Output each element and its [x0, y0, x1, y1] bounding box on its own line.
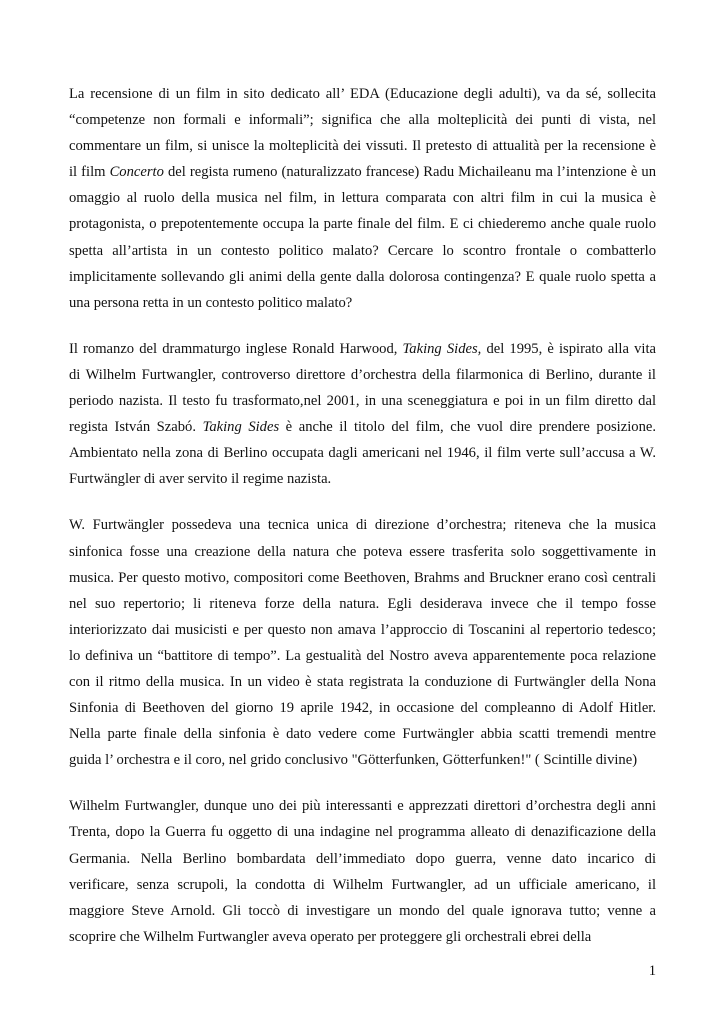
text-line [69, 336, 656, 362]
text-run: “competenze non formali e informali”; significa che alla molteplicità dei punti di vista, nel [69, 112, 656, 129]
text-run: W. Furtwängler possedeva una tecnica unica di direzione d’orchestra; riteneva che la musica [69, 517, 656, 534]
text-run: verificare, senza scrupoli, la condotta di Wilhelm Furtwangler, ad un ufficiale americano, il [69, 876, 656, 893]
text-run: del 1995, è ispirato alla vita [481, 340, 656, 357]
text-run: di Wilhelm Furtwangler, controverso direttore d’orchestra della filarmonica di Berlino, durante il [69, 366, 656, 383]
text-line [69, 185, 656, 211]
text-run: Il romanzo del drammaturgo inglese Ronald Harwood, [69, 340, 403, 357]
text-run: Wilhelm Furtwangler, dunque uno dei più interessanti e apprezzati direttori d’orchestra degli anni [69, 798, 656, 815]
text-line [69, 440, 656, 466]
italic-title: Taking Sides [202, 419, 280, 436]
text-line [69, 591, 656, 617]
text-run: Ambientato nella zona di Berlino occupata dagli americani nel 1946, il film verte sull’accusa a W. [69, 445, 656, 462]
text-line [69, 81, 656, 107]
text-line [69, 819, 656, 845]
text-run: spetta all’artista in un contesto politico malato? Cercare lo scontro frontale o combatterlo [69, 242, 656, 259]
text-run: con il ritmo della musica. In un video è stata registrata la conduzione di Furtwängler della Nona [69, 673, 656, 690]
text-run: sinfonica fosse una creazione della natura che poteva essere trasferita solo soggettivamente in [69, 543, 656, 560]
text-line [69, 793, 656, 819]
text-run: guida l’ orchestra e il coro, nel grido conclusivo "Götterfunken, Götterfunken!" ( Scintille divine) [69, 752, 638, 769]
text-line [69, 747, 656, 773]
document-body [69, 81, 656, 970]
text-line [69, 466, 656, 492]
text-line [69, 211, 656, 237]
text-run: Sinfonia di Beethoven del giorno 19 aprile 1942, in occasione del compleanno di Adolf Hitler. [69, 700, 656, 717]
text-line [69, 290, 656, 316]
text-run: implicitamente sollevando gli animi della gente dalla dolorosa contingenza? E quale ruolo spetta a [69, 268, 656, 285]
text-run: Nella parte finale della sinfonia è dato vedere come Furtwängler abbia scatti tremendi mentre [69, 726, 656, 743]
text-line [69, 264, 656, 290]
text-line [69, 898, 656, 924]
italic-title: Concerto [109, 164, 164, 181]
text-run: commentare un film, si unisce la molteplicità dei vissuti. Il pretesto di attualità per la recensione è [69, 138, 656, 155]
text-line [69, 362, 656, 388]
text-run: protagonista, o prepotentemente occupa la parte finale del film. E ci chiederemo anche quale ruolo [69, 216, 656, 233]
text-run: lo definiva un “battitore di tempo”. La gestualità del Nostro aveva apparentemente poca relazione [69, 647, 656, 664]
text-line [69, 238, 656, 264]
text-run: nel suo repertorio; li riteneva forze della natura. Egli desiderava invece che il tempo fosse [69, 595, 656, 612]
italic-title: Taking Sides, [402, 340, 482, 357]
text-run: musica. Per questo motivo, compositori come Beethoven, Brahms and Bruckner erano così centrali [69, 569, 656, 586]
text-line [69, 846, 656, 872]
text-line [69, 107, 656, 133]
paragraph [69, 512, 656, 773]
text-line [69, 388, 656, 414]
text-run: il film [69, 164, 110, 181]
text-run: scoprire che Wilhelm Furtwangler aveva operato per proteggere gli orchestrali ebrei della [69, 928, 592, 945]
text-line [69, 565, 656, 591]
text-run: Furtwängler di aver servito il regime nazista. [69, 471, 332, 488]
text-line [69, 643, 656, 669]
text-run: periodo nazista. Il testo fu trasformato,nel 2001, in una sceneggiatura e poi in un film diretto dal [69, 393, 656, 410]
text-run: una persona retta in un contesto politico malato? [69, 294, 353, 311]
text-run: regista István Szabó. [69, 419, 203, 436]
text-run: interiorizzato dai musicisti e per questo non amava l’approccio di Toscanini al repertorio tedesco; [69, 621, 656, 638]
text-line [69, 617, 656, 643]
page-number: 1 [648, 963, 656, 979]
text-run: Trenta, dopo la Guerra fu oggetto di una indagine nel programma alleato di denazificazione della [69, 824, 656, 841]
text-line [69, 539, 656, 565]
text-run: del regista rumeno (naturalizzato francese) Radu Michaileanu ma l’intenzione è un [163, 164, 656, 181]
paragraph [69, 81, 656, 316]
text-line [69, 512, 656, 538]
text-line [69, 924, 656, 950]
text-line [69, 159, 656, 185]
text-line [69, 695, 656, 721]
text-run: Germania. Nella Berlino bombardata dell’immediato dopo guerra, venne dato incarico di [69, 850, 656, 867]
text-line [69, 721, 656, 747]
text-run: maggiore Steve Arnold. Gli toccò di investigare un mondo del quale ignorava tutto; venne a [69, 902, 656, 919]
text-line [69, 414, 656, 440]
paragraph [69, 336, 656, 493]
text-run: La recensione di un film in sito dedicato all’ EDA (Educazione degli adulti), va da sé, sollecita [69, 86, 656, 102]
text-line [69, 669, 656, 695]
text-line [69, 133, 656, 159]
text-run: omaggio al ruolo della musica nel film, in lettura comparata con altri film in cui la musica è [69, 190, 656, 207]
paragraph [69, 793, 656, 950]
text-run: è anche il titolo del film, che vuol dire prendere posizione. [279, 419, 656, 436]
text-line [69, 872, 656, 898]
